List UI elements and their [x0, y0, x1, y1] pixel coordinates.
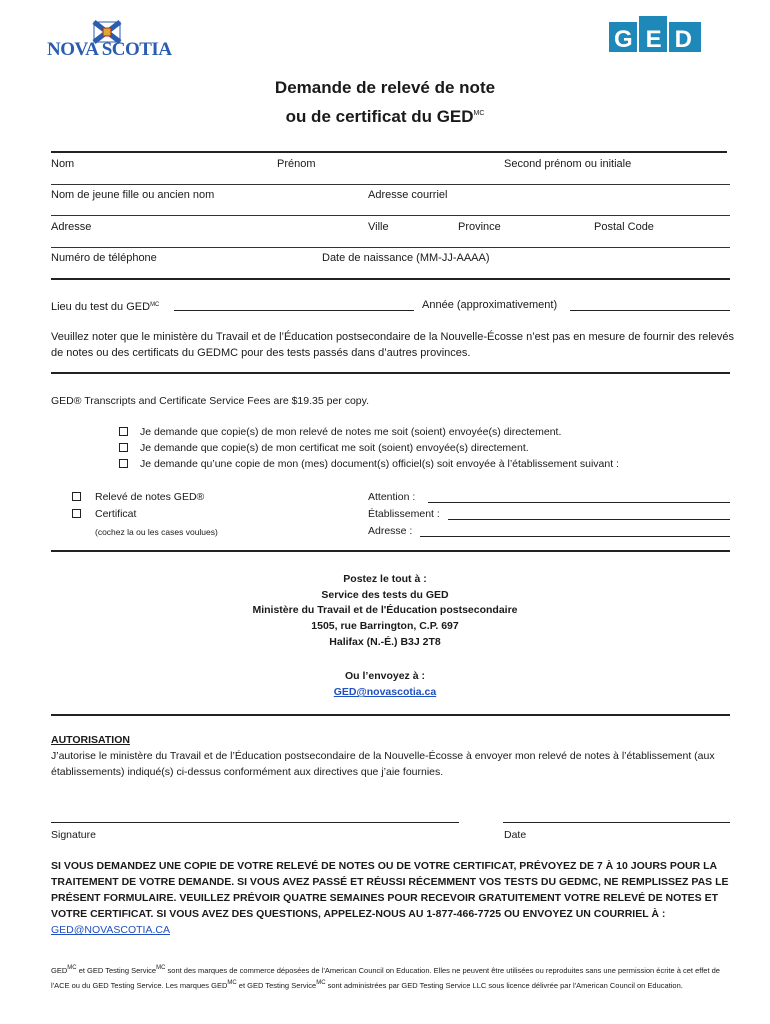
footer-part: et GED Testing Service: [236, 981, 317, 990]
divider: [51, 714, 730, 716]
field-line-address[interactable]: [51, 247, 730, 248]
checkbox-releve-ged[interactable]: [72, 492, 81, 501]
field-line-attention[interactable]: [428, 502, 730, 503]
email-link[interactable]: GED@novascotia.ca: [333, 686, 437, 698]
checkbox-etablissement[interactable]: [119, 459, 128, 468]
releve-ged-label: Relevé de notes GED®: [95, 491, 205, 503]
mc-superscript: MC: [67, 965, 77, 971]
label-date: Date: [504, 829, 527, 841]
fees-text: GED® Transcripts and Certificate Service Fees are $19.35 per copy.: [51, 395, 370, 407]
ged-logo: [609, 14, 709, 54]
mc-superscript: MC: [227, 980, 237, 986]
footer-part: sont administrées par GED Testing Service LLC sous licence délivrée par l'American Council on Education.: [325, 981, 683, 990]
mail-line5: Halifax (N.-É.) B3J 2T8: [329, 636, 441, 648]
processing-warning: [51, 858, 736, 938]
checkbox-certificat-copies[interactable]: [119, 443, 128, 452]
mc-superscript: MC: [150, 302, 160, 308]
label-ville: Ville: [368, 221, 389, 233]
footer-part: sont des marques de commerce déposées de l'American Council on Education. Elles ne peuvent être utilisées ou reproduites sans une permission écrite à cet effet de l'ACE ou du GED Testing Service. Les marques GED: [51, 966, 720, 990]
signature-line[interactable]: [51, 822, 459, 823]
label-lieu-test: [51, 298, 159, 314]
warning-email-link[interactable]: GED@NOVASCOTIA.CA: [51, 924, 170, 936]
auth-text: J’autorise le ministère du Travail et de l’Éducation postsecondaire de la Nouvelle-Écosse à envoyer mon relevé de notes à l’établissement (aux établissements) indiqué(s) ci-dessus conformément aux directives que j’aie fournies.: [51, 750, 715, 778]
mc-superscript: MC: [473, 110, 485, 117]
field-line-etablissement[interactable]: [448, 519, 730, 520]
divider: [51, 550, 730, 552]
checkbox-releve-copies[interactable]: [119, 427, 128, 436]
form-title-text: ou de certificat du GED: [285, 107, 474, 126]
label-annee: Année (approximativement): [422, 299, 558, 311]
label-adresse: Adresse: [51, 221, 92, 233]
auth-heading: AUTORISATION: [51, 734, 130, 746]
label-telephone: Numéro de téléphone: [51, 252, 157, 264]
field-line-name[interactable]: [51, 184, 730, 185]
label-prenom: Prénom: [277, 158, 316, 170]
nova-scotia-logo: [46, 20, 186, 60]
divider: [51, 151, 727, 153]
label-attention: Attention :: [368, 491, 416, 503]
label-courriel: Adresse courriel: [368, 189, 448, 201]
label-jeune-fille: Nom de jeune fille ou ancien nom: [51, 189, 215, 201]
divider: [51, 278, 730, 280]
warning-text: SI VOUS DEMANDEZ UNE COPIE DE VOTRE RELEVÉ DE NOTES OU DE VOTRE CERTIFICAT, PRÉVOYEZ DE 7 À 10 JOURS POUR LA TRAITEMENT DE VOTRE DEMANDE. SI VOUS AVEZ PASSÉ ET RÉUSSI RÉCEMMENT VOS TESTS DU GEDMC, NE REMPLISSEZ PAS LE PRÉSENT FORMULAIRE. VEUILLEZ PRÉVOIR QUATRE SEMAINES POUR RECEVOIR GRATUITEMENT VOTRE RELEVÉ DE NOTES ET VOTRE CERTIFICAT. SI VOUS AVEZ DES QUESTIONS, APPELEZ-NOUS AU 1-877-466-7725 OU ENVOYEZ UN COURRIEL À :: [51, 860, 729, 920]
field-line-lieu[interactable]: [174, 310, 414, 311]
field-line-dest-adresse[interactable]: [420, 536, 730, 537]
trademark-footer: [51, 962, 731, 992]
label-signature: Signature: [51, 829, 96, 841]
footer-part: et GED Testing Service: [76, 966, 157, 975]
mail-line1: Postez le tout à :: [343, 573, 427, 585]
mail-line3: Ministère du Travail et de l'Éducation postsecondaire: [252, 604, 518, 616]
checkbox-certificat[interactable]: [72, 509, 81, 518]
mc-superscript: MC: [316, 980, 326, 986]
mail-line4: 1505, rue Barrington, C.P. 697: [311, 620, 459, 632]
request-etablissement-label: Je demande qu’une copie de mon (mes) document(s) officiel(s) soit envoyée à l’établissement suivant :: [140, 458, 619, 470]
form-title-line1: Demande de relevé de note: [274, 78, 496, 97]
field-line-email[interactable]: [51, 215, 730, 216]
form-title-line2: [0, 103, 770, 128]
footer-part: GED: [51, 966, 68, 975]
lieu-text: Lieu du test du GED: [51, 301, 151, 313]
field-line-annee[interactable]: [570, 310, 730, 311]
request-releve-label: Je demande que copie(s) de mon relevé de notes me soit (soient) envoyée(s) directement.: [140, 426, 562, 438]
divider: [51, 372, 730, 374]
checkbox-hint: (cochez la ou les cases voulues): [95, 527, 218, 537]
certificat-label: Certificat: [95, 508, 137, 520]
request-certificat-label: Je demande que copie(s) de mon certificat me soit (soient) envoyée(s) directement.: [140, 442, 529, 454]
mail-or: Ou l’envoyez à :: [345, 670, 425, 682]
label-date-naissance: Date de naissance (MM-JJ-AAAA): [322, 252, 490, 264]
nova-scotia-wordmark: NOVA SCOTIA: [47, 39, 172, 60]
mail-email-row: [0, 684, 770, 700]
label-nom: Nom: [51, 158, 75, 170]
label-postal-code: Postal Code: [594, 221, 654, 233]
mail-line2: Service des tests du GED: [321, 589, 449, 601]
ged-logo-text: GED: [614, 26, 706, 53]
mc-superscript: MC: [156, 965, 166, 971]
label-second-prenom: Second prénom ou initiale: [504, 158, 632, 170]
date-line[interactable]: [503, 822, 730, 823]
label-province: Province: [458, 221, 501, 233]
label-dest-adresse: Adresse :: [368, 525, 413, 537]
provinces-notice: Veuillez noter que le ministère du Travail et de l’Éducation postsecondaire de la Nouvelle-Écosse n’est pas en mesure de fournir des relevés de notes ou des certificats du GEDMC pour des tests passés dans d’autres provinces.: [51, 331, 734, 359]
label-etablissement: Établissement :: [368, 508, 440, 520]
